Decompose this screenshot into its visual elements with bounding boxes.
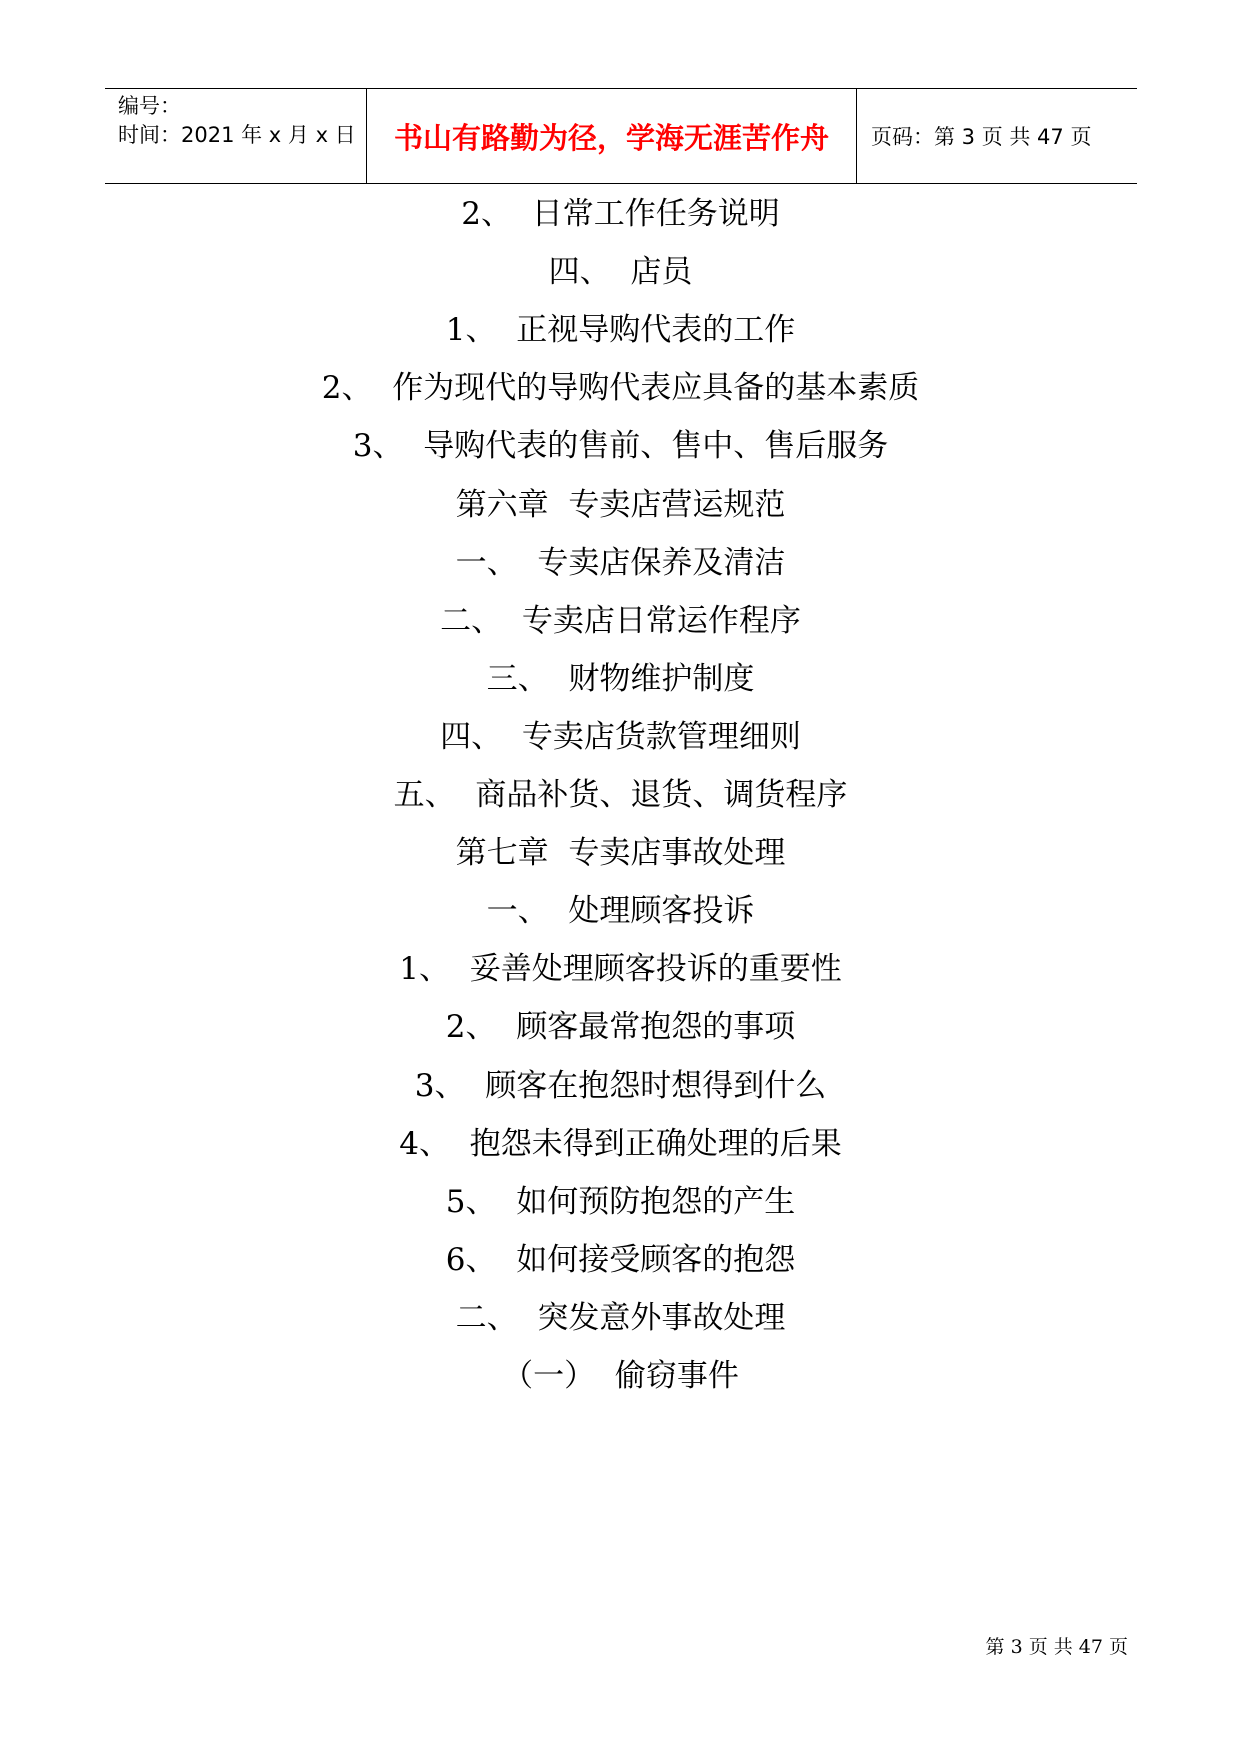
toc-entry: 4、 抱怨未得到正确处理的后果	[399, 1125, 842, 1162]
header-meta	[105, 89, 367, 183]
document-time-label: 时间：2021 年 x 月 x 日	[118, 123, 356, 147]
toc-entry: 四、 专卖店货款管理细则	[440, 718, 801, 755]
page-header	[105, 88, 1137, 184]
toc-entry: 五、 商品补货、退货、调货程序	[393, 777, 848, 813]
toc-entry: （一） 偷窃事件	[502, 1358, 739, 1394]
toc-entry: 三、 财物维护制度	[486, 660, 755, 697]
toc-entry: 四、 店员	[548, 254, 693, 291]
toc-entry: 一、 专卖店保养及清洁	[455, 544, 786, 581]
toc-entry: 二、 突发意外事故处理	[455, 1299, 786, 1336]
toc-entry: 2、 作为现代的导购代表应具备的基本素质	[321, 370, 920, 407]
toc-entry: 第六章 专卖店营运规范	[455, 486, 786, 523]
toc-entry: 1、 正视导购代表的工作	[445, 312, 796, 349]
toc-entry: 2、 顾客最常抱怨的事项	[445, 1009, 796, 1046]
header-motto: 书山有路勤为径，学海无涯苦作舟	[367, 89, 857, 183]
toc-entry: 6、 如何接受顾客的抱怨	[445, 1241, 796, 1278]
toc-entry: 第七章 专卖店事故处理	[455, 835, 786, 872]
header-page-info: 页码：第 3 页 共 47 页	[871, 125, 1092, 149]
toc-entry: 二、 专卖店日常运作程序	[440, 602, 801, 639]
toc-entry: 1、 妥善处理顾客投诉的重要性	[399, 951, 842, 988]
toc-entry: 3、 导购代表的售前、售中、售后服务	[352, 428, 889, 465]
toc-entry: 一、 处理顾客投诉	[486, 893, 755, 930]
toc-entry: 5、 如何预防抱怨的产生	[445, 1183, 796, 1220]
page-footer: 第 3 页 共 47 页	[985, 1636, 1128, 1658]
toc-entry: 2、 日常工作任务说明	[461, 196, 780, 232]
toc-entry: 3、 顾客在抱怨时想得到什么	[414, 1067, 827, 1104]
document-number-label: 编号：	[118, 94, 181, 118]
